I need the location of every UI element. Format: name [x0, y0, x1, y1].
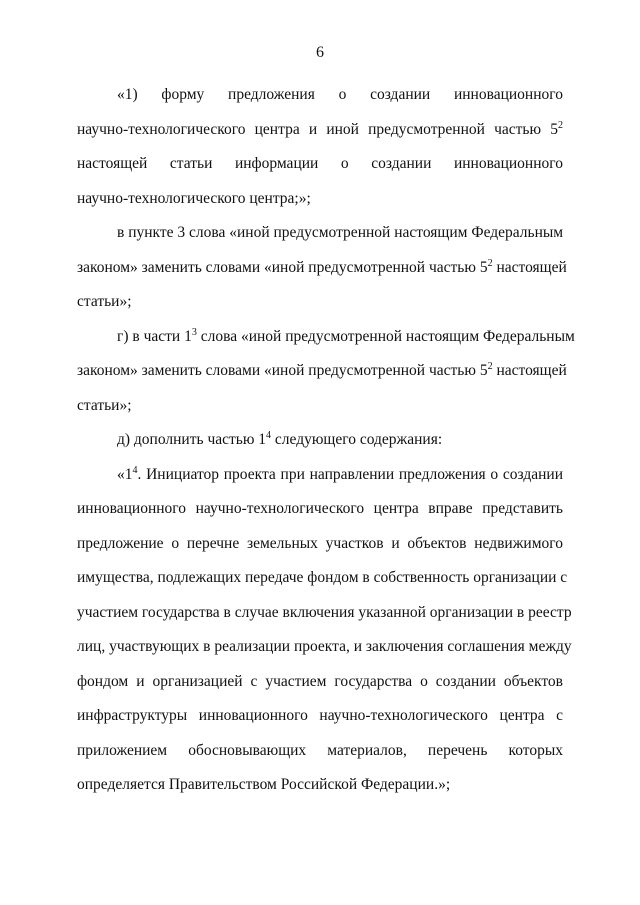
text-line: [117, 86, 563, 104]
text-line: [117, 466, 563, 484]
text-line: [77, 569, 568, 587]
text-line: [117, 224, 563, 242]
superscript-index: 3: [191, 327, 197, 338]
text-segment: настоящей статьи информации о создании инновационного: [77, 155, 563, 172]
text-line: [77, 190, 563, 208]
text-segment: определяется Правительством Российской Федерации.»;: [77, 776, 451, 793]
text-line: [77, 155, 563, 173]
text-line: [117, 431, 563, 449]
text-segment: «1) форму предложения о создании инновационного: [117, 86, 563, 103]
text-line: [77, 604, 572, 622]
text-segment: статьи»;: [77, 397, 132, 414]
text-line: [77, 500, 563, 518]
text-line: [77, 742, 563, 760]
text-line: [77, 121, 563, 139]
text-line: [77, 673, 563, 691]
text-line: [77, 638, 572, 656]
text-segment: инновационного научно-технологического центра вправе представить: [77, 500, 563, 517]
text-segment: инфраструктуры инновационного научно-технологического центра с: [77, 707, 563, 724]
text-segment: настоящей: [492, 362, 567, 379]
text-segment: «1: [117, 466, 133, 483]
text-segment: фондом и организацией с участием государства о создании объектов: [77, 673, 563, 690]
text-segment: научно-технологического центра;»;: [77, 190, 311, 207]
text-segment: в пункте 3 слова «иной предусмотренной настоящим Федеральным: [117, 224, 564, 241]
text-line: [77, 397, 563, 415]
text-segment: приложением обосновывающих материалов, перечень которых: [77, 742, 563, 759]
text-segment: научно-технологического центра и иной предусмотренной частью 5: [77, 121, 558, 138]
text-line: [77, 293, 563, 311]
text-segment: г) в части 1: [117, 328, 192, 345]
text-segment: д) дополнить частью 1: [117, 431, 267, 448]
text-segment: настоящей: [492, 259, 567, 276]
text-segment: . Инициатор проекта при направлении предложения о создании: [137, 466, 563, 483]
text-line: [77, 258, 567, 277]
page-number: 6: [316, 44, 324, 61]
text-line: [77, 707, 563, 725]
text-line: [77, 535, 563, 553]
superscript-index: 2: [487, 361, 493, 372]
superscript-index: 2: [487, 258, 493, 269]
superscript-index: 2: [558, 120, 563, 131]
superscript-index: 4: [266, 430, 272, 441]
text-segment: лиц, участвующих в реализации проекта, и заключения соглашения между: [77, 638, 572, 655]
text-segment: статьи»;: [77, 293, 132, 310]
text-line: [77, 361, 567, 380]
text-segment: слова «иной предусмотренной настоящим Федеральным: [196, 328, 575, 345]
text-segment: законом» заменить словами «иной предусмотренной частью 5: [77, 362, 488, 379]
text-line: [117, 327, 575, 346]
text-segment: имущества, подлежащих передаче фондом в собственность организации с: [77, 569, 568, 586]
text-segment: следующего содержания:: [271, 431, 443, 448]
superscript-index: 4: [132, 465, 138, 476]
text-segment: законом» заменить словами «иной предусмотренной частью 5: [77, 259, 488, 276]
text-line: [77, 776, 563, 794]
text-segment: участием государства в случае включения указанной организации в реестр: [77, 604, 572, 621]
text-segment: предложение о перечне земельных участков и объектов недвижимого: [77, 535, 563, 552]
